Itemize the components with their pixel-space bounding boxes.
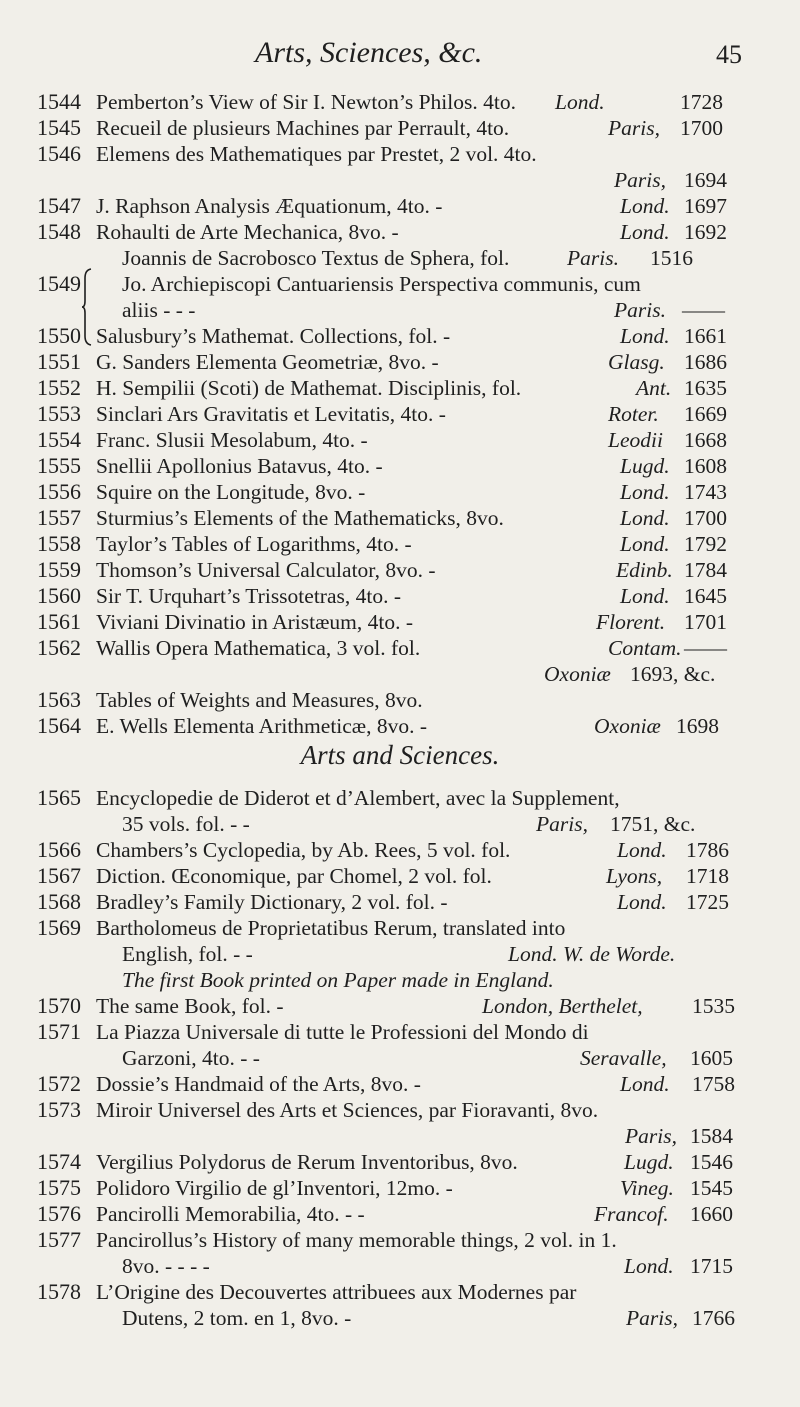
entry-number: 1558 [37,531,81,556]
catalogue-entry [0,504,800,532]
entry-title: Rohaulti de Arte Mechanica, 8vo. - [96,220,399,244]
catalogue-entry [0,530,800,558]
entry-title: aliis - - - [122,298,196,322]
running-title: Arts, Sciences, &c. [255,36,483,69]
catalogue-entry [0,1304,800,1332]
catalogue-entry [0,914,800,942]
entry-number: 1567 [37,863,81,888]
entry-number: 1564 [37,713,81,738]
entry-number: 1576 [37,1201,81,1226]
catalogue-entry [0,1044,800,1072]
entry-title: Bartholomeus de Proprietatibus Rerum, translated into [96,916,566,940]
entry-year: 1743 [684,480,727,504]
entry-title: Encyclopedie de Diderot et d’Alembert, avec la Supplement, [96,786,620,810]
entry-title: Taylor’s Tables of Logarithms, 4to. - [96,532,412,556]
entry-year: 1535 [692,994,735,1018]
entry-year: 1584 [690,1124,733,1148]
entry-number: 1568 [37,889,81,914]
entry-place: Leodii [608,428,663,452]
entry-place: Lond. [620,220,670,244]
entry-year: 1693, &c. [630,662,716,686]
catalogue-entry [0,400,800,428]
entry-title: Sir T. Urquhart’s Trissotetras, 4to. - [96,584,401,608]
catalogue-entry [0,348,800,376]
entry-place: Roter. [608,402,659,426]
catalogue-entry [0,634,800,662]
entry-place: Contam. [608,636,682,660]
entry-title: Thomson’s Universal Calculator, 8vo. - [96,558,436,582]
entry-title: Franc. Slusii Mesolabum, 4to. - [96,428,368,452]
entry-place: London, Berthelet, [482,994,643,1018]
entry-place: Paris, [625,1124,677,1148]
entry-place: Oxoniæ [594,714,661,738]
entry-place: Vineg. [620,1176,674,1200]
catalogue-entry [0,1096,800,1124]
entry-title: Recueil de plusieurs Machines par Perrault, 4to. [96,116,510,140]
entry-year: 1758 [692,1072,735,1096]
entry-place: Lond. [555,90,605,114]
catalogue-entry [0,140,800,168]
entry-year: 1715 [690,1254,733,1278]
entry-number: 1574 [37,1149,81,1174]
entry-place: Lond. [620,584,670,608]
entry-place: Lugd. [620,454,670,478]
catalogue-entry [0,374,800,402]
entry-title: Squire on the Longitude, 8vo. - [96,480,366,504]
entry-title: Polidoro Virgilio de gl’Inventori, 12mo. - [96,1176,453,1200]
entry-place: Lond. [624,1254,674,1278]
entry-title: Chambers’s Cyclopedia, by Ab. Rees, 5 vol. fol. [96,838,511,862]
entry-title: Elemens des Mathematiques par Prestet, 2 vol. 4to. [96,142,537,166]
entry-year: 1698 [676,714,719,738]
entry-year: 1694 [684,168,727,192]
entry-title: Wallis Opera Mathematica, 3 vol. fol. [96,636,421,660]
entry-year: 1751, &c. [610,812,696,836]
entry-title: 35 vols. fol. - - [122,812,250,836]
catalogue-entry [0,1252,800,1280]
catalogue-entry [0,452,800,480]
entry-place: Oxoniæ [544,662,611,686]
entry-place: Paris, [614,168,666,192]
entry-place: Florent. [596,610,666,634]
entry-title: Snellii Apollonius Batavus, 4to. - [96,454,383,478]
catalogue-entry [0,1070,800,1098]
entry-title: G. Sanders Elementa Geometriæ, 8vo. - [96,350,439,374]
entry-number: 1572 [37,1071,81,1096]
entry-number: 1549 [37,271,81,296]
catalogue-entry [0,1018,800,1046]
entry-title: Salusbury’s Mathemat. Collections, fol. - [96,324,451,348]
entry-year: 1784 [684,558,727,582]
entry-year: 1718 [686,864,729,888]
entry-place: Glasg. [608,350,665,374]
entry-place: Lond. [620,506,670,530]
entry-title: The same Book, fol. - [96,994,284,1018]
entry-year: 1686 [684,350,727,374]
entry-year: 1786 [686,838,729,862]
entry-number: 1548 [37,219,81,244]
entry-number: 1570 [37,993,81,1018]
entry-place: Seravalle, [580,1046,667,1070]
entry-place: Paris, [626,1306,678,1330]
entry-number: 1565 [37,785,81,810]
catalogue-entry [0,218,800,246]
catalogue-entry [0,192,800,220]
entry-year: —— [682,298,725,322]
entry-title: Diction. Œconomique, par Chomel, 2 vol. fol. [96,864,492,888]
entry-title: Bradley’s Family Dictionary, 2 vol. fol. - [96,890,448,914]
catalogue-entry [0,940,800,968]
entry-number: 1562 [37,635,81,660]
entry-number: 1569 [37,915,81,940]
entry-year: 1660 [690,1202,733,1226]
entry-title: English, fol. - - [122,942,253,966]
catalogue-entry [0,322,800,350]
catalogue-entry [0,556,800,584]
entry-place: Lond. [620,1072,670,1096]
entry-year: 1605 [690,1046,733,1070]
entry-place: Ant. [636,376,672,400]
entry-title: Vergilius Polydorus de Rerum Inventoribus, 8vo. [96,1150,518,1174]
entry-year: 1661 [684,324,727,348]
catalogue-entry [0,114,800,142]
entry-title: Jo. Archiepiscopi Cantuariensis Perspectiva communis, cum [122,272,641,296]
entry-number: 1555 [37,453,81,478]
entry-place: Paris, [536,812,588,836]
entry-number: 1551 [37,349,81,374]
entry-place: Lond. [620,532,670,556]
entry-place: Lond. [617,838,667,862]
entry-year: 1516 [650,246,693,270]
catalogue-entry [0,244,800,272]
catalogue-entry [0,836,800,864]
entry-number: 1556 [37,479,81,504]
entry-year: 1700 [680,116,723,140]
entry-year: 1792 [684,532,727,556]
entry-year: 1692 [684,220,727,244]
entry-number: 1577 [37,1227,81,1252]
entry-title: L’Origine des Decouvertes attribuees aux Modernes par [96,1280,577,1304]
entry-number: 1559 [37,557,81,582]
catalogue-entry [0,862,800,890]
entry-title: Pemberton’s View of Sir I. Newton’s Philos. 4to. [96,90,516,114]
entry-year: 1645 [684,584,727,608]
catalogue-entry [0,166,800,194]
entry-place: Lond. W. de Worde. [508,942,676,966]
catalogue-entry [0,478,800,506]
entry-title: Sturmius’s Elements of the Mathematicks, 8vo. [96,506,504,530]
entry-title: Pancirolli Memorabilia, 4to. - - [96,1202,365,1226]
entry-year: 1725 [686,890,729,914]
entry-year: 1701 [684,610,727,634]
entry-number: 1557 [37,505,81,530]
entry-number: 1571 [37,1019,81,1044]
entry-number: 1561 [37,609,81,634]
catalogue-entry [0,296,800,324]
entry-number: 1573 [37,1097,81,1122]
entry-number: 1553 [37,401,81,426]
catalogue-entry [0,608,800,636]
entry-title: La Piazza Universale di tutte le Professioni del Mondo di [96,1020,589,1044]
catalogue-entry [0,1278,800,1306]
entry-title: Dutens, 2 tom. en 1, 8vo. - [122,1306,352,1330]
entry-place: Lond. [620,480,670,504]
entry-title: Dossie’s Handmaid of the Arts, 8vo. - [96,1072,421,1096]
catalogue-entry [0,1174,800,1202]
catalogue-entry [0,784,800,812]
entry-place: Francof. [594,1202,669,1226]
entry-title: H. Sempilii (Scoti) de Mathemat. Disciplinis, fol. [96,376,522,400]
entry-title: Sinclari Ars Gravitatis et Levitatis, 4to. - [96,402,446,426]
entry-title: Tables of Weights and Measures, 8vo. [96,688,423,712]
entry-title: J. Raphson Analysis Æquationum, 4to. - [96,194,443,218]
entry-number: 1546 [37,141,81,166]
entry-place: Lugd. [624,1150,674,1174]
catalogue-entry [0,426,800,454]
catalogue-entry [0,1226,800,1254]
entry-number: 1550 [37,323,81,348]
entry-place: Lond. [620,194,670,218]
entry-place: Lyons, [606,864,663,888]
entry-title: 8vo. - - - - [122,1254,210,1278]
catalogue-entry [0,1148,800,1176]
page-number: 45 [716,40,742,69]
catalogue-entry [0,582,800,610]
entry-place: Lond. [620,324,670,348]
entry-year: 1700 [684,506,727,530]
section-title: Arts and Sciences. [300,740,500,770]
entry-number: 1566 [37,837,81,862]
entry-year: 1766 [692,1306,735,1330]
entry-title: Miroir Universel des Arts et Sciences, par Fioravanti, 8vo. [96,1098,599,1122]
entry-place: Edinb. [616,558,673,582]
entry-year: 1546 [690,1150,733,1174]
entry-place: Lond. [617,890,667,914]
entry-title: Pancirollus’s History of many memorable things, 2 vol. in 1. [96,1228,617,1252]
entry-title: Viviani Divinatio in Aristæum, 4to. - [96,610,414,634]
entry-number: 1560 [37,583,81,608]
entry-title: Garzoni, 4to. - - [122,1046,260,1070]
catalogue-entry [0,686,800,714]
entry-number: 1554 [37,427,81,452]
entry-year: 1668 [684,428,727,452]
entry-year: 1728 [680,90,723,114]
entry-number: 1545 [37,115,81,140]
entry-place: Paris. [567,246,619,270]
entry-number: 1578 [37,1279,81,1304]
entry-number: 1575 [37,1175,81,1200]
catalogue-entry [0,270,800,298]
running-head [0,36,800,76]
catalogue-entry [0,1122,800,1150]
entry-year: 1697 [684,194,727,218]
entry-year: 1608 [684,454,727,478]
entry-year: 1545 [690,1176,733,1200]
entry-title: Joannis de Sacrobosco Textus de Sphera, fol. [122,246,510,270]
catalogue-entry [0,810,800,838]
catalogue-entry [0,712,800,740]
entry-year: —— [684,636,727,660]
entry-place: Paris. [614,298,666,322]
catalogue-entry [0,88,800,116]
entry-year: 1635 [684,376,727,400]
entry-number: 1544 [37,89,81,114]
catalogue-entry [0,660,800,688]
entry-place: Paris, [608,116,660,140]
catalogue-entry [0,1200,800,1228]
catalogue-entry [0,888,800,916]
entry-title: The first Book printed on Paper made in England. [122,968,554,992]
entry-number: 1563 [37,687,81,712]
entry-year: 1669 [684,402,727,426]
entry-number: 1547 [37,193,81,218]
entry-title: E. Wells Elementa Arithmeticæ, 8vo. - [96,714,428,738]
entry-number: 1552 [37,375,81,400]
catalogue-entry [0,992,800,1020]
catalogue-entry [0,966,800,994]
